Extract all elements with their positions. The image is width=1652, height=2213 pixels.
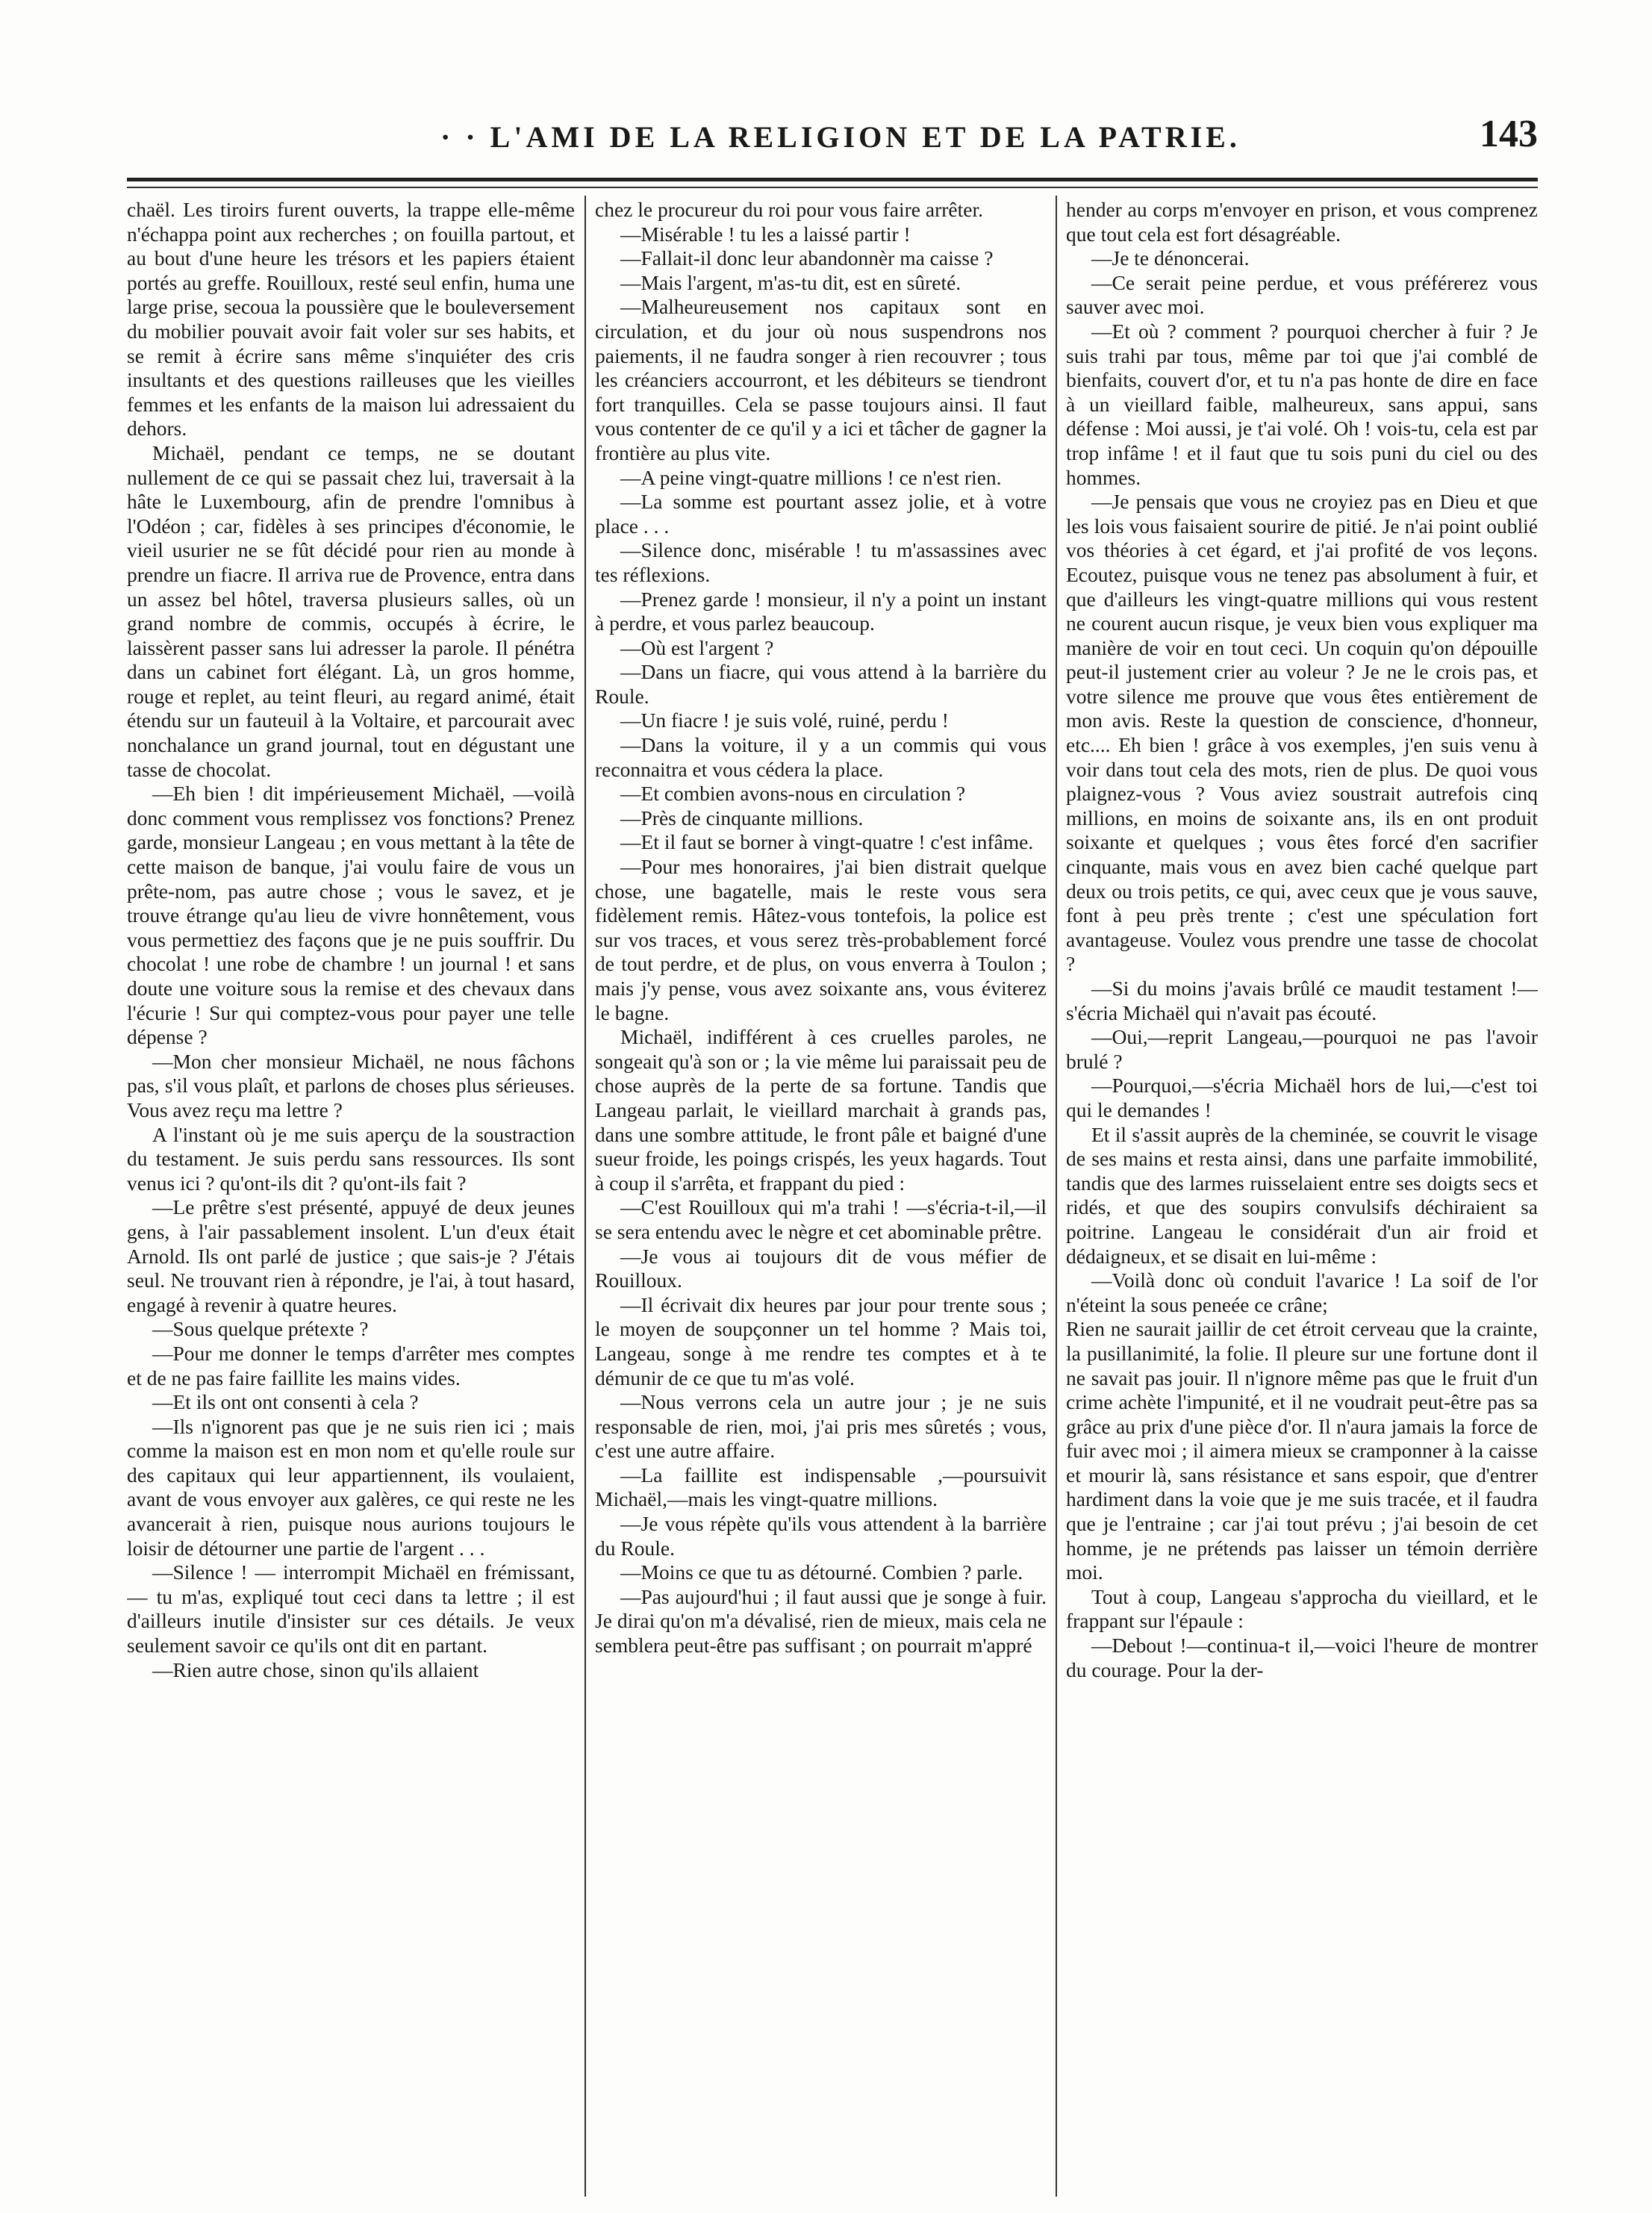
text-column-3 xyxy=(1066,198,1538,2191)
paragraph: Rien ne saurait jaillir de cet étroit cerveau que la crainte, la pusillanimité, la folie. Il pleure sur une fortune dont il ne savait pas jouir. Il n'ignore même pas que le fruit d'un crime achète l'impunité, et il ne voudrait peut-être pas sa grâce au prix d'une pièce d'or. Il n'aura jamais la force de fuir avec moi ; il aimera mieux se cramponner à la caisse et mourir là, sans résistance et sans espoir, que d'entrer hardiment dans la voie que je me suis tracée, et il faudra que je l'entraine ; car j'ai tout prévu ; j'ai besoin de cet homme, je ne prétends pas laisser un témoin derrière moi. xyxy=(1066,1317,1538,1584)
paragraph: —Prenez garde ! monsieur, il n'y a point un instant à perdre, et vous parlez beaucoup. xyxy=(595,587,1047,635)
paragraph: —Silence donc, misérable ! tu m'assassines avec tes réflexions. xyxy=(595,538,1047,586)
paragraph: —Pourquoi,—s'écria Michaël hors de lui,—c'est toi qui le demandes ! xyxy=(1066,1074,1538,1121)
paragraph: —Malheureusement nos capitaux sont en circulation, et du jour où nous suspendrons nos paiements, il ne faudra songer à rien recouvrer ; tous les créanciers accourront, et les débiteurs se tiendront fort tranquilles. Cela se passe toujours ainsi. Il faut vous contenter de ce qu'il y a ici et tâcher de gagner la frontière au plus vite. xyxy=(595,295,1047,464)
paragraph: A l'instant où je me suis aperçu de la soustraction du testament. Je suis perdu sans ressources. Ils sont venus ici ? qu'ont-ils dit ? qu'ont-ils fait ? xyxy=(127,1122,575,1195)
paragraph: —Silence ! — interrompit Michaël en frémissant,— tu m'as, expliqué tout ceci dans ta lettre ; il est d'ailleurs inutile d'insister sur ces détails. Je veux seulement savoir ce qu'ils ont dit en partant. xyxy=(127,1560,575,1658)
paragraph: —Eh bien ! dit impérieusement Michaël, —voilà donc comment vous remplissez vos fonctions? Prenez garde, monsieur Langeau ; en vous mettant à la tête de cette maison de banque, j'ai voulu faire de vous un prête-nom, pas autre chose ; vous le savez, et je trouve étrange qu'au lieu de vivre honnêtement, vous vous permettiez des façons que je ne puis souffrir. Du chocolat ! une robe de chambre ! un journal ! et sans doute une voiture sous la remise et des chevaux dans l'écurie ! Sur qui comptez-vous pour payer une telle dépense ? xyxy=(127,782,575,1049)
paragraph: —Un fiacre ! je suis volé, ruiné, perdu ! xyxy=(620,709,949,732)
paragraph: —Je vous ai toujours dit de vous méfier de Rouilloux. xyxy=(595,1244,1047,1292)
page-header xyxy=(127,112,1538,164)
text-column-1 xyxy=(127,198,575,2191)
column-divider xyxy=(585,196,586,2197)
paragraph: —Et où ? comment ? pourquoi chercher à fuir ? Je suis trahi par tous, même par toi que j'ai comblé de bienfaits, couvert d'or, et tu n'a pas honte de dire en face à un vieillard faible, malheureux, sans appui, sans défense : Moi aussi, je t'ai volé. Oh ! vois-tu, cela est par trop infâme ! et il faut que tu sois puni du ciel ou des hommes. xyxy=(1066,319,1538,489)
paragraph: —Et il faut se borner à vingt-quatre ! c'est infâme. xyxy=(620,830,1034,854)
paragraph: —La somme est pourtant assez jolie, et à votre place . . . xyxy=(595,490,1047,538)
paragraph: —Ce serait peine perdue, et vous préférerez vous sauver avec moi. xyxy=(1066,270,1538,319)
paragraph: Michaël, pendant ce temps, ne se doutant nullement de ce qui se passait chez lui, traversait à la hâte le Luxembourg, afin de prendre l'omnibus à l'Odéon ; car, fidèles à ses principes d'économie, le vieil usurier ne se fût décidé pour rien au monde à prendre un fiacre. Il arriva rue de Provence, entra dans un assez bel hôtel, traversa plusieurs salles, où un grand nombre de commis, occupés à écrire, le laissèrent passer sans lui adresser la parole. Il pénétra dans un cabinet fort élégant. Là, un gros homme, rouge et replet, au teint fleuri, au regard animé, était étendu sur un fauteuil à la Voltaire, et parcourait avec nonchalance un grand journal, tout en dégustant une tasse de chocolat. xyxy=(127,441,575,781)
paragraph: —Pour mes honoraires, j'ai bien distrait quelque chose, une bagatelle, mais le reste vous sera fidèlement remis. Hâtez-vous tontefois, la police est sur vos traces, et vous serez très-probablement forcé de tout perdre, et de plus, on vous enverra à Toulon ; mais j'y pense, vous avez soixante ans, vous éviterez le bagne. xyxy=(595,855,1047,1024)
paragraph: —Fallait-il donc leur abandonnèr ma caisse ? xyxy=(620,246,994,270)
paragraph: —Où est l'argent ? xyxy=(620,635,774,659)
paragraph: —Oui,—reprit Langeau,—pourquoi ne pas l'avoir brulé ? xyxy=(1066,1025,1538,1073)
paragraph: —Il écrivait dix heures par jour pour trente sous ; le moyen de soupçonner un tel homme ? Mais toi, Langeau, songe à me rendre tes comptes et à te démunir de ce que tu m'as volé. xyxy=(595,1292,1047,1389)
paragraph: chaël. Les tiroirs furent ouverts, la trappe elle-même n'échappa point aux recherches ; on fouilla partout, et au bout d'une heure les trésors et les papiers étaient portés au greffe. Rouilloux, resté seul enfin, huma une large prise, secoua la poussière que le bouleversement du mobilier pouvait avoir fait voler sur ses habits, et se remit à écrire sans même s'inquiéter des cris insultants et des questions railleuses que les vieilles femmes et les enfants de la maison lui adressaient du dehors. xyxy=(127,198,575,441)
paragraph: —Ils n'ignorent pas que je ne suis rien ici ; mais comme la maison est en mon nom et qu'elle roule sur des capitaux qui leur appartiennent, ils voulaient, avant de vous envoyer aux galères, ce qui reste ne les avancerait à rien, puisque nous aurions toujours le loisir de détourner une partie de l'argent . . . xyxy=(127,1414,575,1560)
paragraph: —Moins ce que tu as détourné. Combien ? parle. xyxy=(620,1560,1023,1584)
paragraph: —Si du moins j'avais brûlé ce maudit testament !—s'écria Michaël qui n'avait pas écouté. xyxy=(1066,977,1538,1024)
page-number: 143 xyxy=(1480,113,1538,155)
paragraph: chez le procureur du roi pour vous faire arrêter. xyxy=(595,198,983,221)
text-column-2 xyxy=(595,198,1047,2191)
paragraph: —Et combien avons-nous en circulation ? xyxy=(620,782,966,806)
header-rule-thick xyxy=(127,178,1538,181)
paragraph: —Debout !—continua-t il,—voici l'heure de montrer du courage. Pour la der- xyxy=(1066,1634,1538,1681)
header-rule-thin xyxy=(127,187,1538,188)
paragraph: —Et ils ont ont consenti à cela ? xyxy=(152,1390,419,1414)
paragraph: Tout à coup, Langeau s'approcha du vieillard, et le frappant sur l'épaule : xyxy=(1066,1584,1538,1633)
paragraph: —Près de cinquante millions. xyxy=(620,806,864,830)
paragraph: —Rien autre chose, sinon qu'ils allaient xyxy=(152,1658,479,1681)
paragraph: —La faillite est indispensable ,—poursuivit Michaël,—mais les vingt-quatre millions. xyxy=(595,1463,1047,1511)
paragraph: —Le prêtre s'est présenté, appuyé de deux jeunes gens, à l'air passablement insolent. L'un d'eux était Arnold. Ils ont parlé de justice ; que sais-je ? J'étais seul. Ne trouvant rien à répondre, je l'ai, à tout hasard, engagé à revenir à quatre heures. xyxy=(127,1195,575,1316)
paragraph: —Pas aujourd'hui ; il faut aussi que je songe à fuir. Je dirai qu'on m'a dévalisé, rien de mieux, mais cela ne semblera peut-être pas suffisant ; on pourrait m'appré xyxy=(595,1584,1047,1658)
paragraph: —Dans un fiacre, qui vous attend à la barrière du Roule. xyxy=(595,660,1047,708)
paragraph: hender au corps m'envoyer en prison, et vous comprenez que tout cela est fort désagréable. xyxy=(1066,198,1538,246)
paragraph: Michaël, indifférent à ces cruelles paroles, ne songeait qu'à son or ; la vie même lui paraissait peu de chose auprès de la perte de sa fortune. Tandis que Langeau parlait, le vieillard marchait à grands pas, dans une sombre attitude, le front pâle et baigné d'une sueur froide, les poings crispés, les yeux hagards. Tout à coup il s'arrêta, et frappant du pied : xyxy=(595,1025,1047,1195)
paragraph: —C'est Rouilloux qui m'a trahi ! —s'écria-t-il,—il se sera entendu avec le nègre et cet abominable prêtre. xyxy=(595,1195,1047,1243)
paragraph: —Dans la voiture, il y a un commis qui vous reconnaitra et vous cédera la place. xyxy=(595,733,1047,781)
paragraph: —Je pensais que vous ne croyiez pas en Dieu et que les lois vous faisaient sourire de pitié. Je n'ai point oublié vos théories à cet égard, et j'ai profité de vos leçons. Ecoutez, puisque vous ne tenez pas absolument à fuir, et que d'ailleurs les vingt-quatre millions qui vous restent ne courent aucun risque, je veux bien vous expliquer ma manière de voir en tout ceci. Un coquin qu'on dépouille peut-il justement crier au voleur ? Je ne le crois pas, et votre silence me prouve que vous êtes entièrement de mon avis. Reste la question de conscience, d'honneur, etc.... Eh bien ! grâce à vos exemples, j'en suis venu à voir dans tout cela des mots, rien de plus. De quoi vous plaignez-vous ? Vous aviez soustrait autrefois cinq millions, en moins de soixante ans, ils en ont produit soixante et quelques ; vous êtes forcé d'en sacrifier cinquante, mais vous en avez bien caché quelque part deux ou trois petits, ce qui, avec ceux que je vous sauve, font à peu près trente ; c'est une spéculation fort avantageuse. Voulez vous prendre une tasse de chocolat ? xyxy=(1066,490,1538,976)
running-title: · · L'AMI DE LA RELIGION ET DE LA PATRIE. xyxy=(440,120,1241,154)
paragraph: —Nous verrons cela un autre jour ; je ne suis responsable de rien, moi, j'ai pris mes sûretés ; vous, c'est une autre affaire. xyxy=(595,1390,1047,1463)
paragraph: —Pour me donner le temps d'arrêter mes comptes et de ne pas faire faillite les mains vides. xyxy=(127,1341,575,1389)
paragraph: —Je te dénoncerai. xyxy=(1091,246,1250,270)
paragraph: —Misérable ! tu les a laissé partir ! xyxy=(620,222,911,246)
paragraph: —Voilà donc où conduit l'avarice ! La soif de l'or n'éteint la sous peneée ce crâne; xyxy=(1066,1269,1538,1316)
paragraph: Et il s'assit auprès de la cheminée, se couvrit le visage de ses mains et resta ainsi, dans une parfaite immobilité, tandis que des larmes ruisselaient entre ses doigts secs et ridés, et que des soupirs convulsifs déchiraient sa poitrine. Langeau le considérait d'un air froid et dédaigneux, et se disait en lui-même : xyxy=(1066,1122,1538,1268)
column-divider xyxy=(1056,196,1057,2197)
paragraph: —Je vous répète qu'ils vous attendent à la barrière du Roule. xyxy=(595,1512,1047,1560)
paragraph: —Mais l'argent, m'as-tu dit, est en sûreté. xyxy=(620,270,961,294)
paragraph: —Mon cher monsieur Michaël, ne nous fâchons pas, s'il vous plaît, et parlons de choses plus sérieuses. Vous avez reçu ma lettre ? xyxy=(127,1049,575,1121)
paragraph: —A peine vingt-quatre millions ! ce n'est rien. xyxy=(620,465,1002,489)
paragraph: —Sous quelque prétexte ? xyxy=(152,1317,369,1341)
